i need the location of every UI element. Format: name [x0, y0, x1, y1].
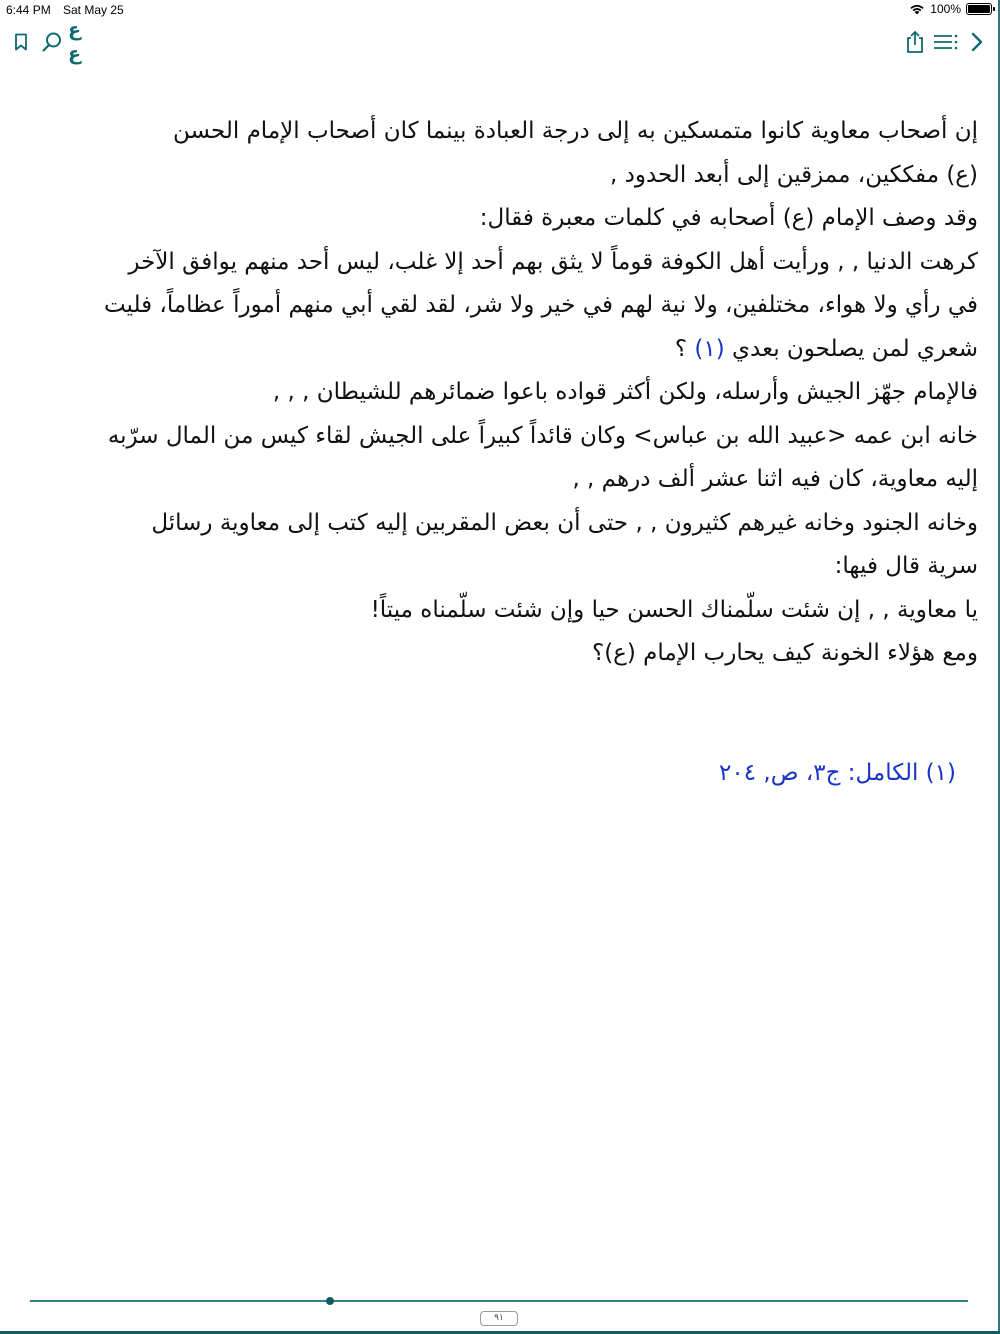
battery-percentage: 100% — [930, 2, 961, 16]
text-line-with-footnote — [20, 328, 978, 372]
text-line: كرهت الدنيا , , ورأيت أهل الكوفة قوماً لا يثق بهم أحد إلا غلب، ليس أحد منهم يوافق الآخر — [128, 248, 978, 275]
footnote: (١) الكامل: ج٣، ص, ٢٠٤ — [719, 760, 956, 786]
book-page-text — [20, 110, 978, 676]
bookmark-icon[interactable] — [9, 30, 33, 54]
text-line: في رأي ولا هواء، مختلفين، ولا نية لهم في خير ولا شر، لقد لقي أبي منهم أموراً عظاماً، فليت — [103, 292, 978, 318]
text-line: شعري لمن يصلحون بعدي — [732, 335, 978, 362]
status-time: 6:44 PM — [6, 3, 51, 17]
text-line: يا معاوية , , إن شئت سلّمناك الحسن حيا وإن شئت سلّمناه ميتاً! — [370, 596, 978, 623]
search-icon[interactable] — [40, 30, 64, 54]
footnote-reference[interactable]: (١) — [694, 335, 725, 362]
page-progress-track[interactable] — [30, 1300, 968, 1302]
wifi-icon — [909, 3, 925, 15]
text-line: إن أصحاب معاوية كانوا متمسكين به إلى درجة العبادة بينما كان أصحاب الإمام الحسن — [172, 118, 978, 144]
text-line: فالإمام جهّز الجيش وأرسله، ولكن أكثر قواده باعوا ضمائرهم للشيطان , , , — [272, 379, 978, 405]
text-line: خانه ابن عمه <عبيد الله بن عباس> وكان قائداً كبيراً على الجيش لقاء كيس من المال سرّبه — [107, 422, 978, 449]
status-bar — [0, 0, 1000, 22]
battery-icon — [966, 3, 992, 15]
font-toggle-icon[interactable] — [68, 19, 98, 65]
font-toggle-label: ع ع — [68, 19, 81, 65]
question-mark: ؟ — [674, 335, 695, 362]
text-line: ومع هؤلاء الخونة كيف يحارب الإمام (ع)؟ — [591, 640, 978, 666]
share-icon[interactable] — [903, 30, 927, 54]
status-indicators — [909, 2, 992, 16]
reader-toolbar — [0, 19, 1000, 65]
text-line: سرية قال فيها: — [834, 553, 978, 579]
text-line: وخانه الجنود وخانه غيرهم كثيرون , , حتى أن بعض المقربين إليه كتب إلى معاوية رسائل — [151, 509, 978, 536]
text-line: وقد وصف الإمام (ع) أصحابه في كلمات معبرة فقال: — [479, 205, 978, 231]
text-line: (ع) مفككين، ممزقين إلى أبعد الحدود , — [609, 161, 978, 188]
page-number: ٩١ — [480, 1311, 518, 1326]
chevron-right-icon[interactable] — [965, 30, 989, 54]
text-line: إليه معاوية، كان فيه اثنا عشر ألف درهم , , — [572, 466, 978, 492]
table-of-contents-icon[interactable] — [932, 30, 960, 54]
status-date: Sat May 25 — [63, 3, 124, 17]
page-progress-thumb[interactable] — [326, 1297, 334, 1305]
